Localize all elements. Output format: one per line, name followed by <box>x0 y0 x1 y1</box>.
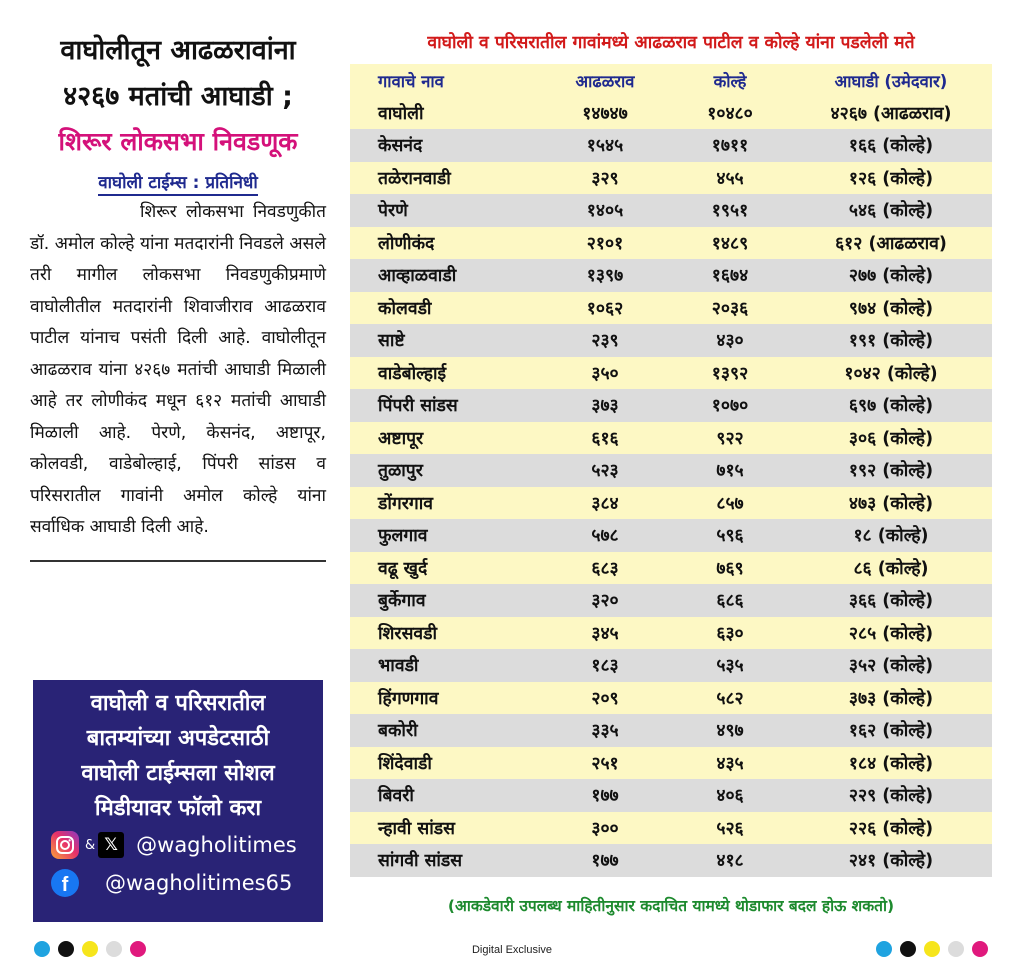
cell-kolhe: ५९६ <box>716 526 744 547</box>
table-row <box>350 519 992 552</box>
cell-adhalrao: ६१६ <box>591 428 619 449</box>
registration-dot <box>972 941 988 957</box>
cell-lead: १६२ (कोल्हे) <box>848 721 934 742</box>
article-column <box>30 28 326 562</box>
cell-village: कोलवडी <box>378 298 432 319</box>
cell-lead: ५४६ (कोल्हे) <box>848 201 934 222</box>
cell-village: आव्हाळवाडी <box>378 266 457 287</box>
cell-village: वढू खुर्द <box>378 558 428 579</box>
table-row <box>350 324 992 357</box>
cell-adhalrao: १८३ <box>591 656 619 677</box>
social-row-ig-x <box>33 826 323 864</box>
cell-adhalrao: ३०० <box>591 818 619 839</box>
article-body: शिरूर लोकसभा निवडणुकीत डॉ. अमोल कोल्हे यांना मतदारांनी निवडले असले तरी मागील लोकसभा निवडणुकीप्रमाणे वाघोलीतील मतदारांनी शिवाजीराव आढळराव पाटील यांनाच पसंती दिली आहे. वाघोलीतून आढळराव यांना ४२६७ मतांची आघाडी मिळाली आहे तर लोणीकंद मधून ६१२ मतांची आघाडी मिळाली आहे. पेरणे, केसनंद, अष्टापूर, कोलवडी, वाडेबोल्हाई, पिंपरी सांडस व परिसरातील गावांनी अमोल कोल्हे यांना सर्वाधिक आघाडी दिली आहे. <box>30 202 326 537</box>
promo-line-1: वाघोली व परिसरातील <box>90 691 266 716</box>
table-row <box>350 389 992 422</box>
table-row <box>350 97 992 130</box>
ampersand: & <box>85 837 96 853</box>
cell-adhalrao: २१०१ <box>586 233 624 254</box>
table-row <box>350 682 992 715</box>
cell-adhalrao: ३७३ <box>591 396 619 417</box>
cell-lead: १०४२ (कोल्हे) <box>844 363 938 384</box>
headline <box>30 28 326 120</box>
cell-lead: २४१ (कोल्हे) <box>848 851 934 872</box>
cell-village: न्हावी सांडस <box>378 818 455 839</box>
cell-village: साष्टे <box>378 331 405 352</box>
social-row-fb <box>33 864 323 902</box>
cell-village: शिंदेवाडी <box>378 753 432 774</box>
cell-lead: ९७४ (कोल्हे) <box>848 298 934 319</box>
cell-village: सांगवी सांडस <box>378 851 463 872</box>
table-row <box>350 812 992 845</box>
cell-lead: १२६ (कोल्हे) <box>848 168 934 189</box>
table-row <box>350 779 992 812</box>
table-row <box>350 714 992 747</box>
table-row <box>350 194 992 227</box>
cell-kolhe: ५३५ <box>716 656 744 677</box>
cell-kolhe: १३९२ <box>711 363 749 384</box>
cell-adhalrao: १३९७ <box>586 266 624 287</box>
cell-kolhe: ५२६ <box>716 818 744 839</box>
cell-village: हिंगणगाव <box>378 688 439 709</box>
instagram-icon[interactable] <box>51 831 79 859</box>
cell-kolhe: ६३० <box>716 623 744 644</box>
cell-adhalrao: ३३५ <box>591 721 619 742</box>
table-row <box>350 747 992 780</box>
cell-lead: १८ (कोल्हे) <box>853 526 929 547</box>
cell-lead: २८५ (कोल्हे) <box>848 623 934 644</box>
registration-dot <box>900 941 916 957</box>
cell-adhalrao: १४०५ <box>586 201 624 222</box>
cell-adhalrao: १०६२ <box>586 298 624 319</box>
cell-kolhe: ७६९ <box>716 558 744 579</box>
cell-lead: ३०६ (कोल्हे) <box>848 428 934 449</box>
cell-kolhe: ४३० <box>716 331 744 352</box>
cell-lead: ८६ (कोल्हे) <box>853 558 929 579</box>
table-row <box>350 649 992 682</box>
cell-lead: ३५२ (कोल्हे) <box>848 656 934 677</box>
registration-dot <box>924 941 940 957</box>
cell-adhalrao: १४७४७ <box>582 103 628 124</box>
votes-table <box>350 64 992 877</box>
cell-village: तळेरानवाडी <box>378 168 451 189</box>
cell-kolhe: १९५१ <box>711 201 749 222</box>
cell-kolhe: १०४८० <box>707 103 753 124</box>
cell-lead: २७७ (कोल्हे) <box>848 266 934 287</box>
digital-exclusive-label: Digital Exclusive <box>471 944 553 956</box>
footnote: (आकडेवारी उपलब्ध माहितीनुसार कदाचित यामध्ये थोडाफार बदल होऊ शकतो) <box>447 897 895 915</box>
divider <box>30 560 326 562</box>
cell-kolhe: ४३५ <box>716 753 744 774</box>
handle-wagholitimes[interactable]: @wagholitimes <box>136 833 297 857</box>
cell-lead: ६१२ (आढळराव) <box>835 233 947 254</box>
cell-lead: १९१ (कोल्हे) <box>848 331 934 352</box>
handle-wagholitimes65[interactable]: @wagholitimes65 <box>105 871 293 895</box>
cell-kolhe: ४५५ <box>716 168 744 189</box>
table-row <box>350 259 992 292</box>
cell-village: बुर्केगाव <box>378 591 426 612</box>
header-kolhe: कोल्हे <box>713 71 747 91</box>
cell-village: डोंगरगाव <box>378 493 434 514</box>
cell-lead: ६९७ (कोल्हे) <box>848 396 934 417</box>
cell-lead: ४२६७ (आढळराव) <box>830 103 952 124</box>
promo-line-2: बातम्यांच्या अपडेटसाठी <box>86 726 270 751</box>
cell-kolhe: १७११ <box>711 136 749 157</box>
cell-lead: ३७३ (कोल्हे) <box>848 688 934 709</box>
registration-marks-right <box>876 941 996 957</box>
cell-kolhe: ८५७ <box>716 493 744 514</box>
cell-village: केसनंद <box>378 136 423 157</box>
cell-village: फुलगाव <box>378 526 428 547</box>
social-promo-box <box>33 680 323 922</box>
table-row <box>350 422 992 455</box>
cell-village: वाघोली <box>378 103 424 124</box>
cell-kolhe: ६८६ <box>716 591 744 612</box>
cell-adhalrao: २०९ <box>591 688 619 709</box>
cell-village: पिंपरी सांडस <box>378 396 458 417</box>
registration-dot <box>948 941 964 957</box>
table-row <box>350 454 992 487</box>
cell-lead: ३६६ (कोल्हे) <box>848 591 934 612</box>
cell-village: लोणीकंद <box>378 233 435 254</box>
cell-kolhe: २०३६ <box>711 298 749 319</box>
cell-kolhe: ७१५ <box>716 461 744 482</box>
promo-line-3: वाघोली टाईम्सला सोशल <box>81 761 275 786</box>
cell-adhalrao: ३४५ <box>591 623 619 644</box>
cell-village: अष्टापूर <box>378 428 424 449</box>
cell-village: भावडी <box>378 656 419 677</box>
table-title: वाघोली व परिसरातील गावांमध्ये आढळराव पाटील व कोल्हे यांना पडलेली मते <box>427 33 915 53</box>
cell-adhalrao: २५१ <box>591 753 619 774</box>
cell-village: पेरणे <box>378 201 408 222</box>
cell-village: तुळापुर <box>378 461 423 482</box>
cell-kolhe: ५८२ <box>716 688 744 709</box>
table-row <box>350 292 992 325</box>
headline-line-2: ४२६७ मतांची आघाडी ; <box>63 81 293 112</box>
subheadline: शिरूर लोकसभा निवडणूक <box>58 127 298 156</box>
registration-dot <box>876 941 892 957</box>
cell-adhalrao: ३८४ <box>591 493 619 514</box>
table-row <box>350 129 992 162</box>
cell-kolhe: १६७४ <box>711 266 749 287</box>
table-row <box>350 162 992 195</box>
facebook-icon[interactable]: f <box>51 869 79 897</box>
table-row <box>350 584 992 617</box>
table-row <box>350 357 992 390</box>
cell-adhalrao: ५७८ <box>591 526 619 547</box>
cell-adhalrao: ३५० <box>591 363 619 384</box>
cell-village: शिरसवडी <box>378 623 438 644</box>
header-lead: आघाडी (उमेदवार) <box>834 71 948 91</box>
cell-adhalrao: ३२९ <box>591 168 619 189</box>
promo-line-4: मिडीयावर फॉलो करा <box>94 796 262 821</box>
cell-lead: १८४ (कोल्हे) <box>848 753 934 774</box>
cell-lead: १९२ (कोल्हे) <box>848 461 934 482</box>
cell-adhalrao: ३२० <box>591 591 619 612</box>
cell-village: वाडेबोल्हाई <box>378 363 447 384</box>
cell-adhalrao: १५४५ <box>586 136 624 157</box>
promo-text <box>33 680 323 826</box>
cell-adhalrao: ५२३ <box>591 461 619 482</box>
table-row <box>350 844 992 877</box>
table-row <box>350 487 992 520</box>
cell-lead: २२६ (कोल्हे) <box>848 818 934 839</box>
cell-village: बकोरी <box>378 721 418 742</box>
header-adhalrao: आढळराव <box>575 71 635 91</box>
table-row <box>350 552 992 585</box>
cell-kolhe: १०७० <box>711 396 749 417</box>
cell-village: बिवरी <box>378 786 414 807</box>
cell-lead: २२९ (कोल्हे) <box>848 786 934 807</box>
table-row <box>350 227 992 260</box>
table-body <box>350 97 992 877</box>
cell-adhalrao: ६८३ <box>591 558 619 579</box>
cell-kolhe: ४१८ <box>716 851 744 872</box>
byline <box>30 170 326 193</box>
table-row <box>350 617 992 650</box>
header-village: गावाचे नाव <box>378 71 444 91</box>
headline-line-1: वाघोलीतून आढळरावांना <box>60 35 296 66</box>
cell-lead: ४७३ (कोल्हे) <box>848 493 934 514</box>
table-header-row <box>350 64 992 97</box>
cell-adhalrao: २३९ <box>591 331 619 352</box>
cell-kolhe: ४९७ <box>716 721 744 742</box>
cell-adhalrao: १७७ <box>591 786 619 807</box>
cell-lead: १६६ (कोल्हे) <box>848 136 934 157</box>
cell-kolhe: ४०६ <box>716 786 744 807</box>
x-icon[interactable]: 𝕏 <box>98 832 124 858</box>
cell-kolhe: ९२२ <box>716 428 744 449</box>
byline-text: वाघोली टाईम्स : प्रतिनिधी <box>98 173 258 196</box>
cell-adhalrao: १७७ <box>591 851 619 872</box>
cell-kolhe: १४८९ <box>711 233 749 254</box>
